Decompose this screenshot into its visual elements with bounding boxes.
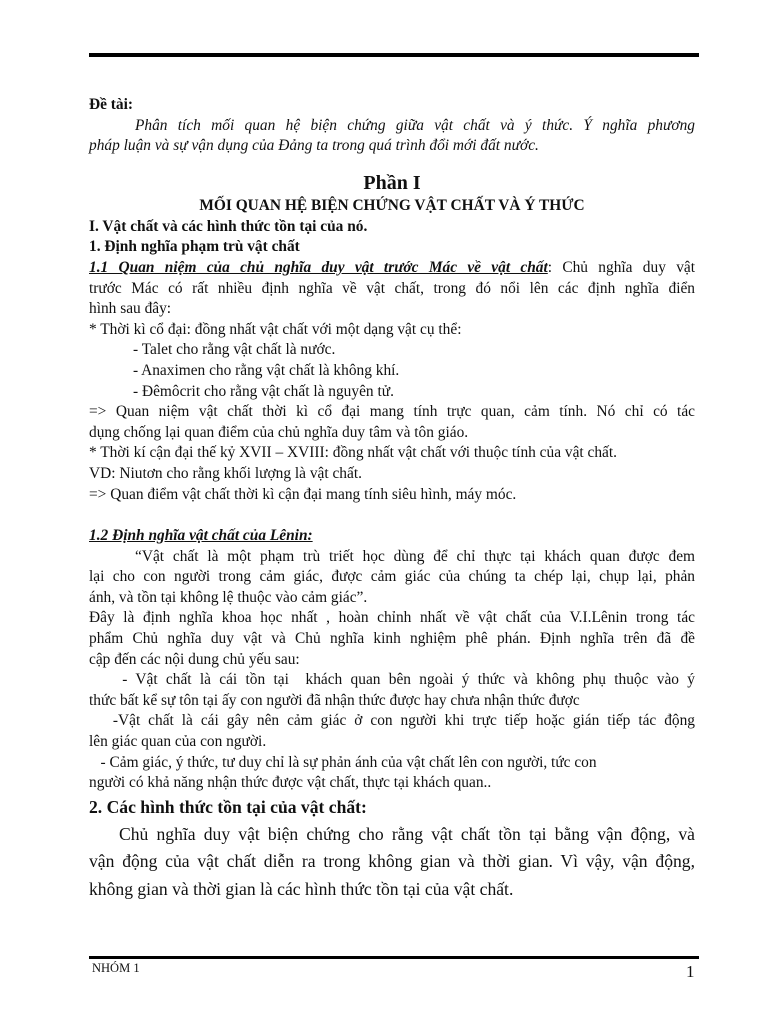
paragraph-line: * Thời kí cận đại thế kỷ XVII – XVIII: đồng nhất vật chất với thuộc tính của vật chất. bbox=[89, 444, 618, 462]
bullet-item: - Anaximen cho rằng vật chất là không khí. bbox=[133, 361, 400, 379]
page-body bbox=[89, 95, 695, 903]
paragraph-line: VD: Niutơn cho rằng khối lượng là vật chất. bbox=[89, 464, 362, 482]
paragraph-line: => Quan niệm vật chất thời kì cổ đại mang tính trực quan, cảm tính. Nó chỉ có tác bbox=[89, 403, 695, 421]
paragraph-line: thức bất kể sự tôn tại ấy con người đã nhận thức được hay chưa nhận thức được bbox=[89, 691, 580, 709]
paragraph-line: lên giác quan của con người. bbox=[89, 733, 267, 751]
header-rule bbox=[89, 53, 699, 57]
s11-label-rest: : Chủ nghĩa duy vật bbox=[547, 258, 695, 276]
footer-group-label: NHÓM 1 bbox=[92, 961, 140, 975]
part-subtitle: MỐI QUAN HỆ BIỆN CHỨNG VẬT CHẤT VÀ Ý THỨC bbox=[199, 196, 585, 214]
s12-label: 1.2 Định nghĩa vật chất của Lênin: bbox=[89, 527, 313, 545]
s11-first-line bbox=[89, 258, 695, 279]
section2-line: không gian và thời gian là các hình thức tồn tại của vật chất. bbox=[89, 878, 514, 899]
section2-line: vận động của vật chất diễn ra trong không gian và thời gian. Vì vậy, vận động, bbox=[89, 851, 695, 872]
paragraph-line: dụng chống lại quan điểm của chủ nghĩa duy tâm và tôn giáo. bbox=[89, 423, 469, 441]
quote-line: lại cho con người trong cảm giác, được cảm giác của chúng ta chép lại, chụp lại, phản bbox=[89, 568, 695, 586]
s11-label: 1.1 Quan niệm của chủ nghĩa duy vật trước Mác về vật chất bbox=[89, 258, 548, 276]
bullet-item: - Đêmôcrit cho rằng vật chất là nguyên tử. bbox=[133, 382, 394, 400]
quote-line: “Vật chất là một phạm trù triết học dùng để chỉ thực tại khách quan được đem bbox=[135, 547, 695, 565]
paragraph-line: => Quan điểm vật chất thời kì cận đại mang tính siêu hình, máy móc. bbox=[89, 485, 517, 503]
bullet-item: - Talet cho rằng vật chất là nước. bbox=[133, 341, 336, 359]
paragraph-line: -Vật chất là cái gây nên cảm giác ở con người khi trực tiếp hoặc gián tiếp tác động bbox=[89, 712, 695, 730]
page-number: 1 bbox=[686, 962, 695, 981]
paragraph-line: người có khả năng nhận thức được vật chất, thực tại khách quan.. bbox=[89, 774, 492, 792]
paragraph-line: - Cảm giác, ý thức, tư duy chỉ là sự phản ánh của vật chất lên con người, tức con bbox=[89, 753, 597, 771]
paragraph-line: hình sau đây: bbox=[89, 300, 172, 318]
section1-heading: I. Vật chất và các hình thức tồn tại của nó. bbox=[89, 217, 368, 235]
paragraph-line: phẩm Chủ nghĩa duy vật và Chủ nghĩa kinh nghiệm phê phán. Định nghĩa trên đã đề bbox=[89, 630, 695, 648]
paragraph-line: - Vật chất là cái tồn tại khách quan bên ngoài ý thức và không phụ thuộc vào ý bbox=[89, 671, 695, 689]
topic-line-1: Phân tích mối quan hệ biện chứng giữa vật chất và ý thức. Ý nghĩa phương bbox=[135, 116, 695, 134]
section2-heading: 2. Các hình thức tồn tại của vật chất: bbox=[89, 796, 367, 817]
quote-line: ánh, và tồn tại không lệ thuộc vào cảm giác”. bbox=[89, 588, 368, 606]
footer-rule bbox=[89, 956, 699, 959]
paragraph-line: trước Mác có rất nhiều định nghĩa về vật chất, trong đó nổi lên các định nghĩa điển bbox=[89, 279, 695, 297]
topic-line-2: pháp luận và sự vận dụng của Đảng ta trong quá trình đổi mới đất nước. bbox=[89, 137, 539, 155]
section1-subheading: 1. Định nghĩa phạm trù vật chất bbox=[89, 238, 300, 256]
section2-line: Chủ nghĩa duy vật biện chứng cho rằng vật chất tồn tại bằng vận động, và bbox=[119, 823, 695, 844]
paragraph-line: * Thời kì cổ đại: đồng nhất vật chất với một dạng vật cụ thể: bbox=[89, 320, 462, 338]
topic-label: Đề tài: bbox=[89, 96, 134, 113]
paragraph-line: Đây là định nghĩa khoa học nhất , hoàn chỉnh nhất về vật chất của V.I.Lênin trong tác bbox=[89, 609, 695, 627]
part-title: Phần I bbox=[363, 171, 421, 194]
paragraph-line: cập đến các nội dung chủ yếu sau: bbox=[89, 650, 300, 668]
